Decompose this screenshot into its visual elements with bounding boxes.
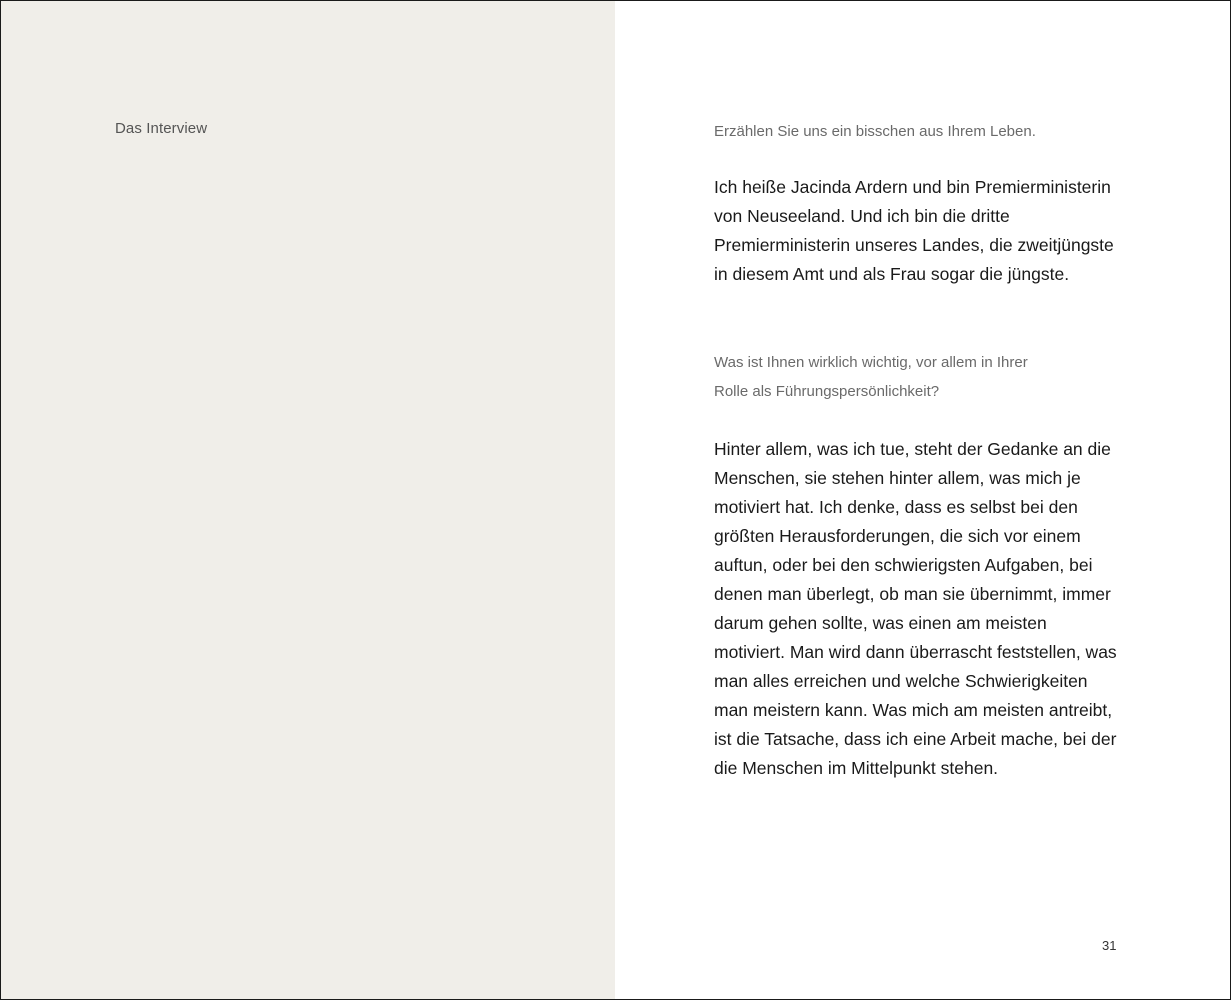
page-number: 31 [1102, 938, 1117, 953]
question-1: Erzählen Sie uns ein bisschen aus Ihrem Leben. [714, 123, 1036, 140]
question-2 [714, 348, 1118, 406]
answer-1: Ich heiße Jacinda Ardern und bin Premierministerin von Neuseeland. Und ich bin die dritte Premierministerin unseres Landes, die zweitjüngste in diesem Amt und als Frau sogar die jüngste. [714, 177, 1114, 284]
interview-content [714, 117, 1118, 783]
question-2-line-2: Rolle als Führungspersönlichkeit? [714, 383, 940, 400]
section-label: Das Interview [115, 120, 208, 137]
answer-2: Hinter allem, was ich tue, steht der Gedanke an die Menschen, sie stehen hinter allem, was mich je motiviert hat. Ich denke, dass es selbst bei den größten Herausforderungen, die sich vor einem auftun, oder bei den schwierigsten Aufgaben, bei denen man überlegt, ob man sie übernimmt, immer darum gehen sollte, was einen am meisten motiviert. Man wird dann überrascht feststellen, was man alles erreichen und welche Schwierigkeiten man meistern kann. Was mich am meisten antreibt, ist die Tatsache, dass ich eine Arbeit mache, bei der die Menschen im Mittelpunkt stehen. [714, 439, 1117, 778]
question-2-line-1: Was ist Ihnen wirklich wichtig, vor allem in Ihrer [714, 354, 1028, 371]
right-page [615, 1, 1230, 999]
left-page [1, 1, 615, 999]
